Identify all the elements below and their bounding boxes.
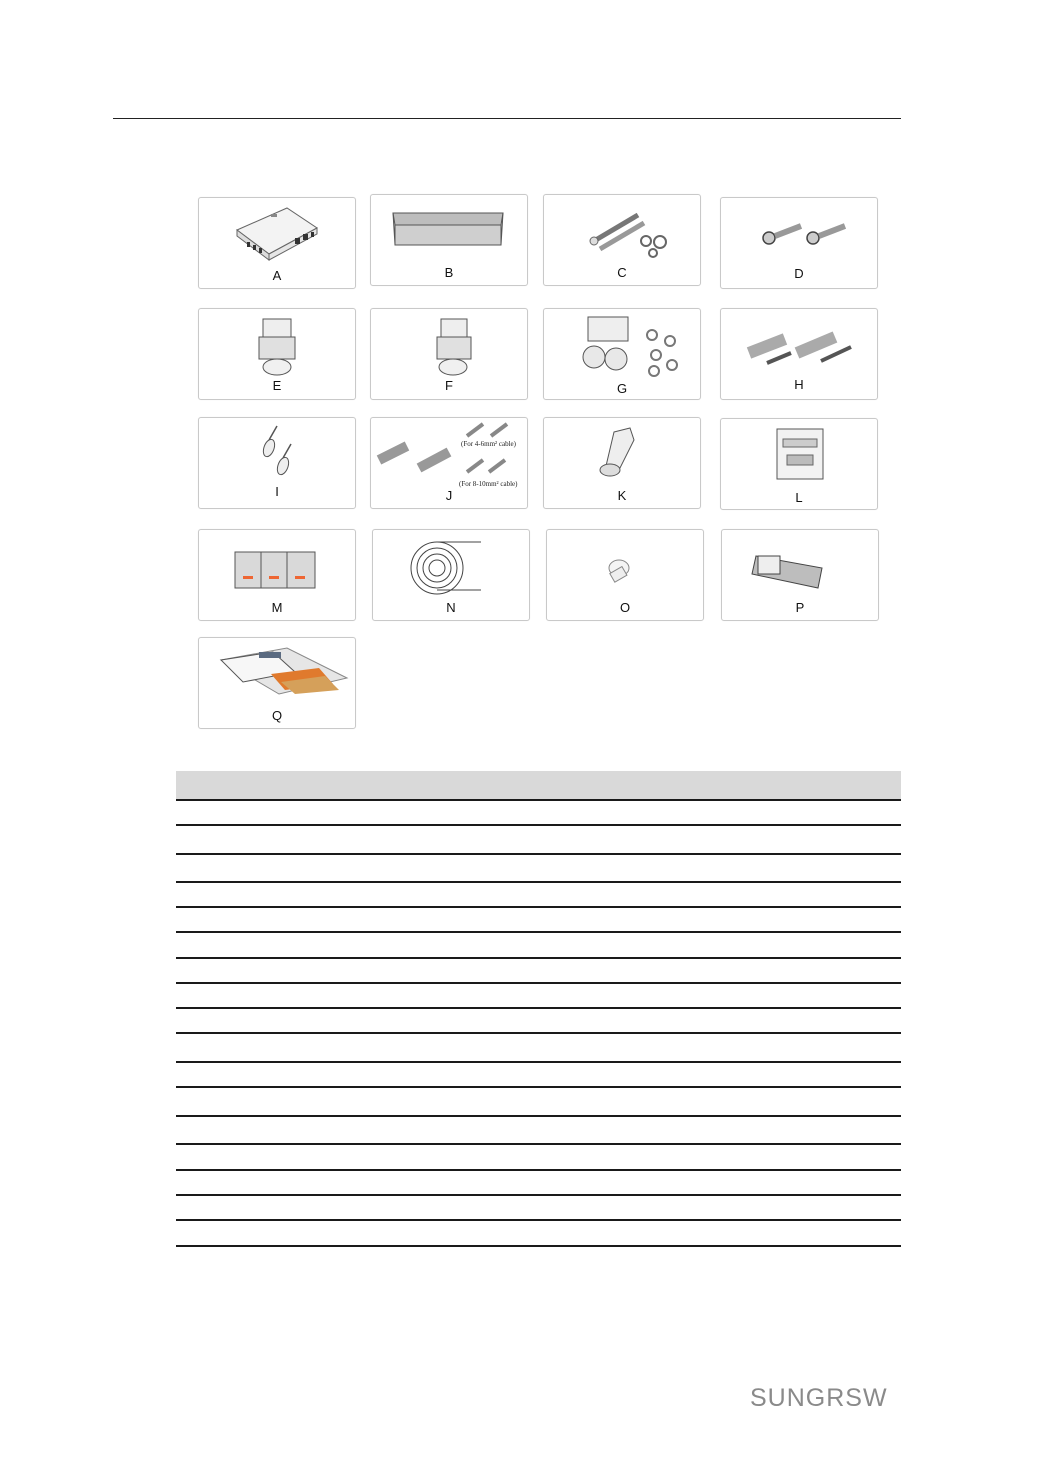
table-rule (176, 1219, 901, 1221)
item-card-h (720, 308, 878, 400)
item-label: P (795, 600, 805, 615)
table-rule (176, 1169, 901, 1171)
item-card-f (370, 308, 528, 400)
item-label: B (444, 265, 454, 280)
table-header (176, 771, 901, 799)
table-rule (176, 881, 901, 883)
table-rule (176, 906, 901, 908)
item-label: G (616, 381, 628, 396)
table-rule (176, 957, 901, 959)
table-rule (176, 1086, 901, 1088)
item-label: E (272, 378, 282, 393)
item-label: J (445, 488, 453, 503)
table-rule (176, 982, 901, 984)
item-card-a (198, 197, 356, 289)
item-card-g (543, 308, 701, 400)
item-label: A (272, 268, 282, 283)
item-card-c (543, 194, 701, 286)
item-label: Q (271, 708, 283, 723)
item-card-j (370, 417, 528, 509)
cable-caption: (For 4-6mm² cable) (461, 440, 516, 448)
item-card-l (720, 418, 878, 510)
header-rule (113, 118, 901, 119)
table-rule (176, 1061, 901, 1063)
item-card-b (370, 194, 528, 286)
table-rule (176, 931, 901, 933)
item-label: C (617, 265, 627, 280)
item-card-k (543, 417, 701, 509)
table-rule (176, 853, 901, 855)
item-label: N (446, 600, 456, 615)
table-rule (176, 1007, 901, 1009)
table-rule (176, 1194, 901, 1196)
cable-caption: (For 8-10mm² cable) (459, 480, 518, 488)
item-card-n (372, 529, 530, 621)
table-rule (176, 1115, 901, 1117)
table-rule (176, 1143, 901, 1145)
table-rule (176, 799, 901, 801)
item-label: I (275, 484, 279, 499)
item-card-i (198, 417, 356, 509)
item-card-d (720, 197, 878, 289)
table-rule (176, 1032, 901, 1034)
item-label: H (794, 377, 804, 392)
item-card-e (198, 308, 356, 400)
item-card-m (198, 529, 356, 621)
item-card-q (198, 637, 356, 729)
item-card-p (721, 529, 879, 621)
item-label: F (445, 378, 453, 393)
item-label: L (795, 490, 803, 505)
item-label: K (617, 488, 627, 503)
brand-logo: SUNGRSW (750, 1384, 888, 1412)
item-label: D (794, 266, 804, 281)
item-label: O (619, 600, 631, 615)
item-label: M (271, 600, 283, 615)
item-card-o (546, 529, 704, 621)
table-rule (176, 824, 901, 826)
table-rule (176, 1245, 901, 1247)
